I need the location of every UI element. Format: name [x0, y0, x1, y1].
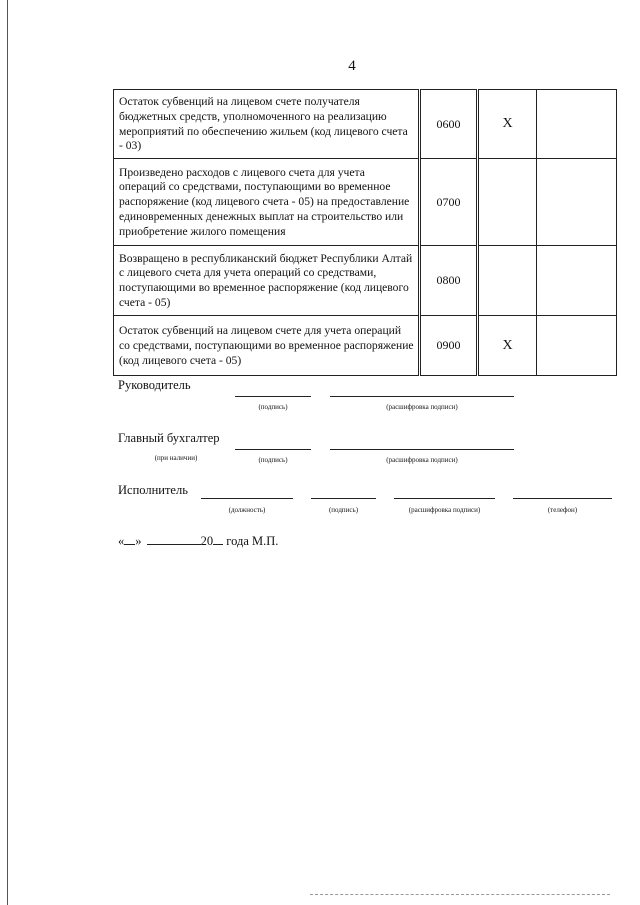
- row-mark: [478, 159, 537, 246]
- executor-position-caption: (должность): [228, 506, 266, 514]
- date-close-quote: »: [135, 534, 142, 548]
- page-number: 4: [348, 58, 356, 74]
- chief-accountant-decoding-line: [330, 449, 514, 450]
- date-day-blank: [124, 533, 135, 545]
- table-row: [114, 90, 617, 159]
- executor-phone-line: [513, 498, 612, 499]
- chief-accountant-presence-caption: (при наличии): [154, 454, 198, 462]
- date-suffix: года М.П.: [226, 534, 279, 548]
- head-decoding-line: [330, 396, 514, 397]
- head-label: Руководитель: [118, 378, 191, 392]
- row-code: 0800: [420, 246, 478, 316]
- executor-signature-line: [311, 498, 376, 499]
- date-year-prefix: 20: [200, 534, 214, 548]
- executor-position-line: [201, 498, 293, 499]
- row-description: Произведено расходов с лицевого счета для учета операций со средствами, поступающими во временное распоряжение (код лицевого счета - 05) на предоставление единовременных денежных выплат на строительство или приобретение жилого помещения: [114, 159, 420, 246]
- row-description: Возвращено в республиканский бюджет Республики Алтай с лицевого счета для учета операций со средствами, поступающими во временное распоряжение (код лицевого счета - 05): [114, 246, 420, 316]
- executor-phone-caption: (телефон): [547, 506, 578, 514]
- table-row: [114, 246, 617, 316]
- row-description: Остаток субвенций на лицевом счете получателя бюджетных средств, уполномоченного на реализацию мероприятий по обеспечению жильем (код лицевого счета - 03): [114, 90, 420, 159]
- chief-accountant-signature-line: [235, 449, 311, 450]
- chief-accountant-label: Главный бухгалтер: [118, 431, 220, 445]
- date-open-quote: «: [118, 534, 125, 548]
- row-mark: [478, 246, 537, 316]
- table-row: [114, 316, 617, 376]
- date-year-blank: [213, 533, 223, 545]
- executor-label: Исполнитель: [118, 483, 188, 497]
- row-value: [537, 90, 617, 159]
- table-row: [114, 159, 617, 246]
- executor-decoding-line: [394, 498, 495, 499]
- row-value: [537, 316, 617, 376]
- report-table: [113, 89, 617, 376]
- chief-accountant-decoding-caption: (расшифровка подписи): [386, 456, 458, 464]
- row-value: [537, 159, 617, 246]
- row-description: Остаток субвенций на лицевом счете для учета операций со средствами, поступающими во временное распоряжение (код лицевого счета - 05): [114, 316, 420, 376]
- executor-signature-caption: (подпись): [328, 506, 359, 514]
- chief-accountant-signature-caption: (подпись): [258, 456, 288, 464]
- date-line: [118, 533, 278, 549]
- scan-left-edge: [7, 0, 8, 905]
- row-mark: Х: [478, 90, 537, 159]
- date-month-blank: [147, 533, 201, 545]
- scan-bottom-edge: [310, 894, 610, 895]
- row-code: 0700: [420, 159, 478, 246]
- row-code: 0900: [420, 316, 478, 376]
- executor-decoding-caption: (расшифровка подписи): [408, 506, 481, 514]
- row-value: [537, 246, 617, 316]
- head-decoding-caption: (расшифровка подписи): [386, 403, 458, 411]
- row-mark: Х: [478, 316, 537, 376]
- head-signature-line: [235, 396, 311, 397]
- head-signature-caption: (подпись): [258, 403, 288, 411]
- row-code: 0600: [420, 90, 478, 159]
